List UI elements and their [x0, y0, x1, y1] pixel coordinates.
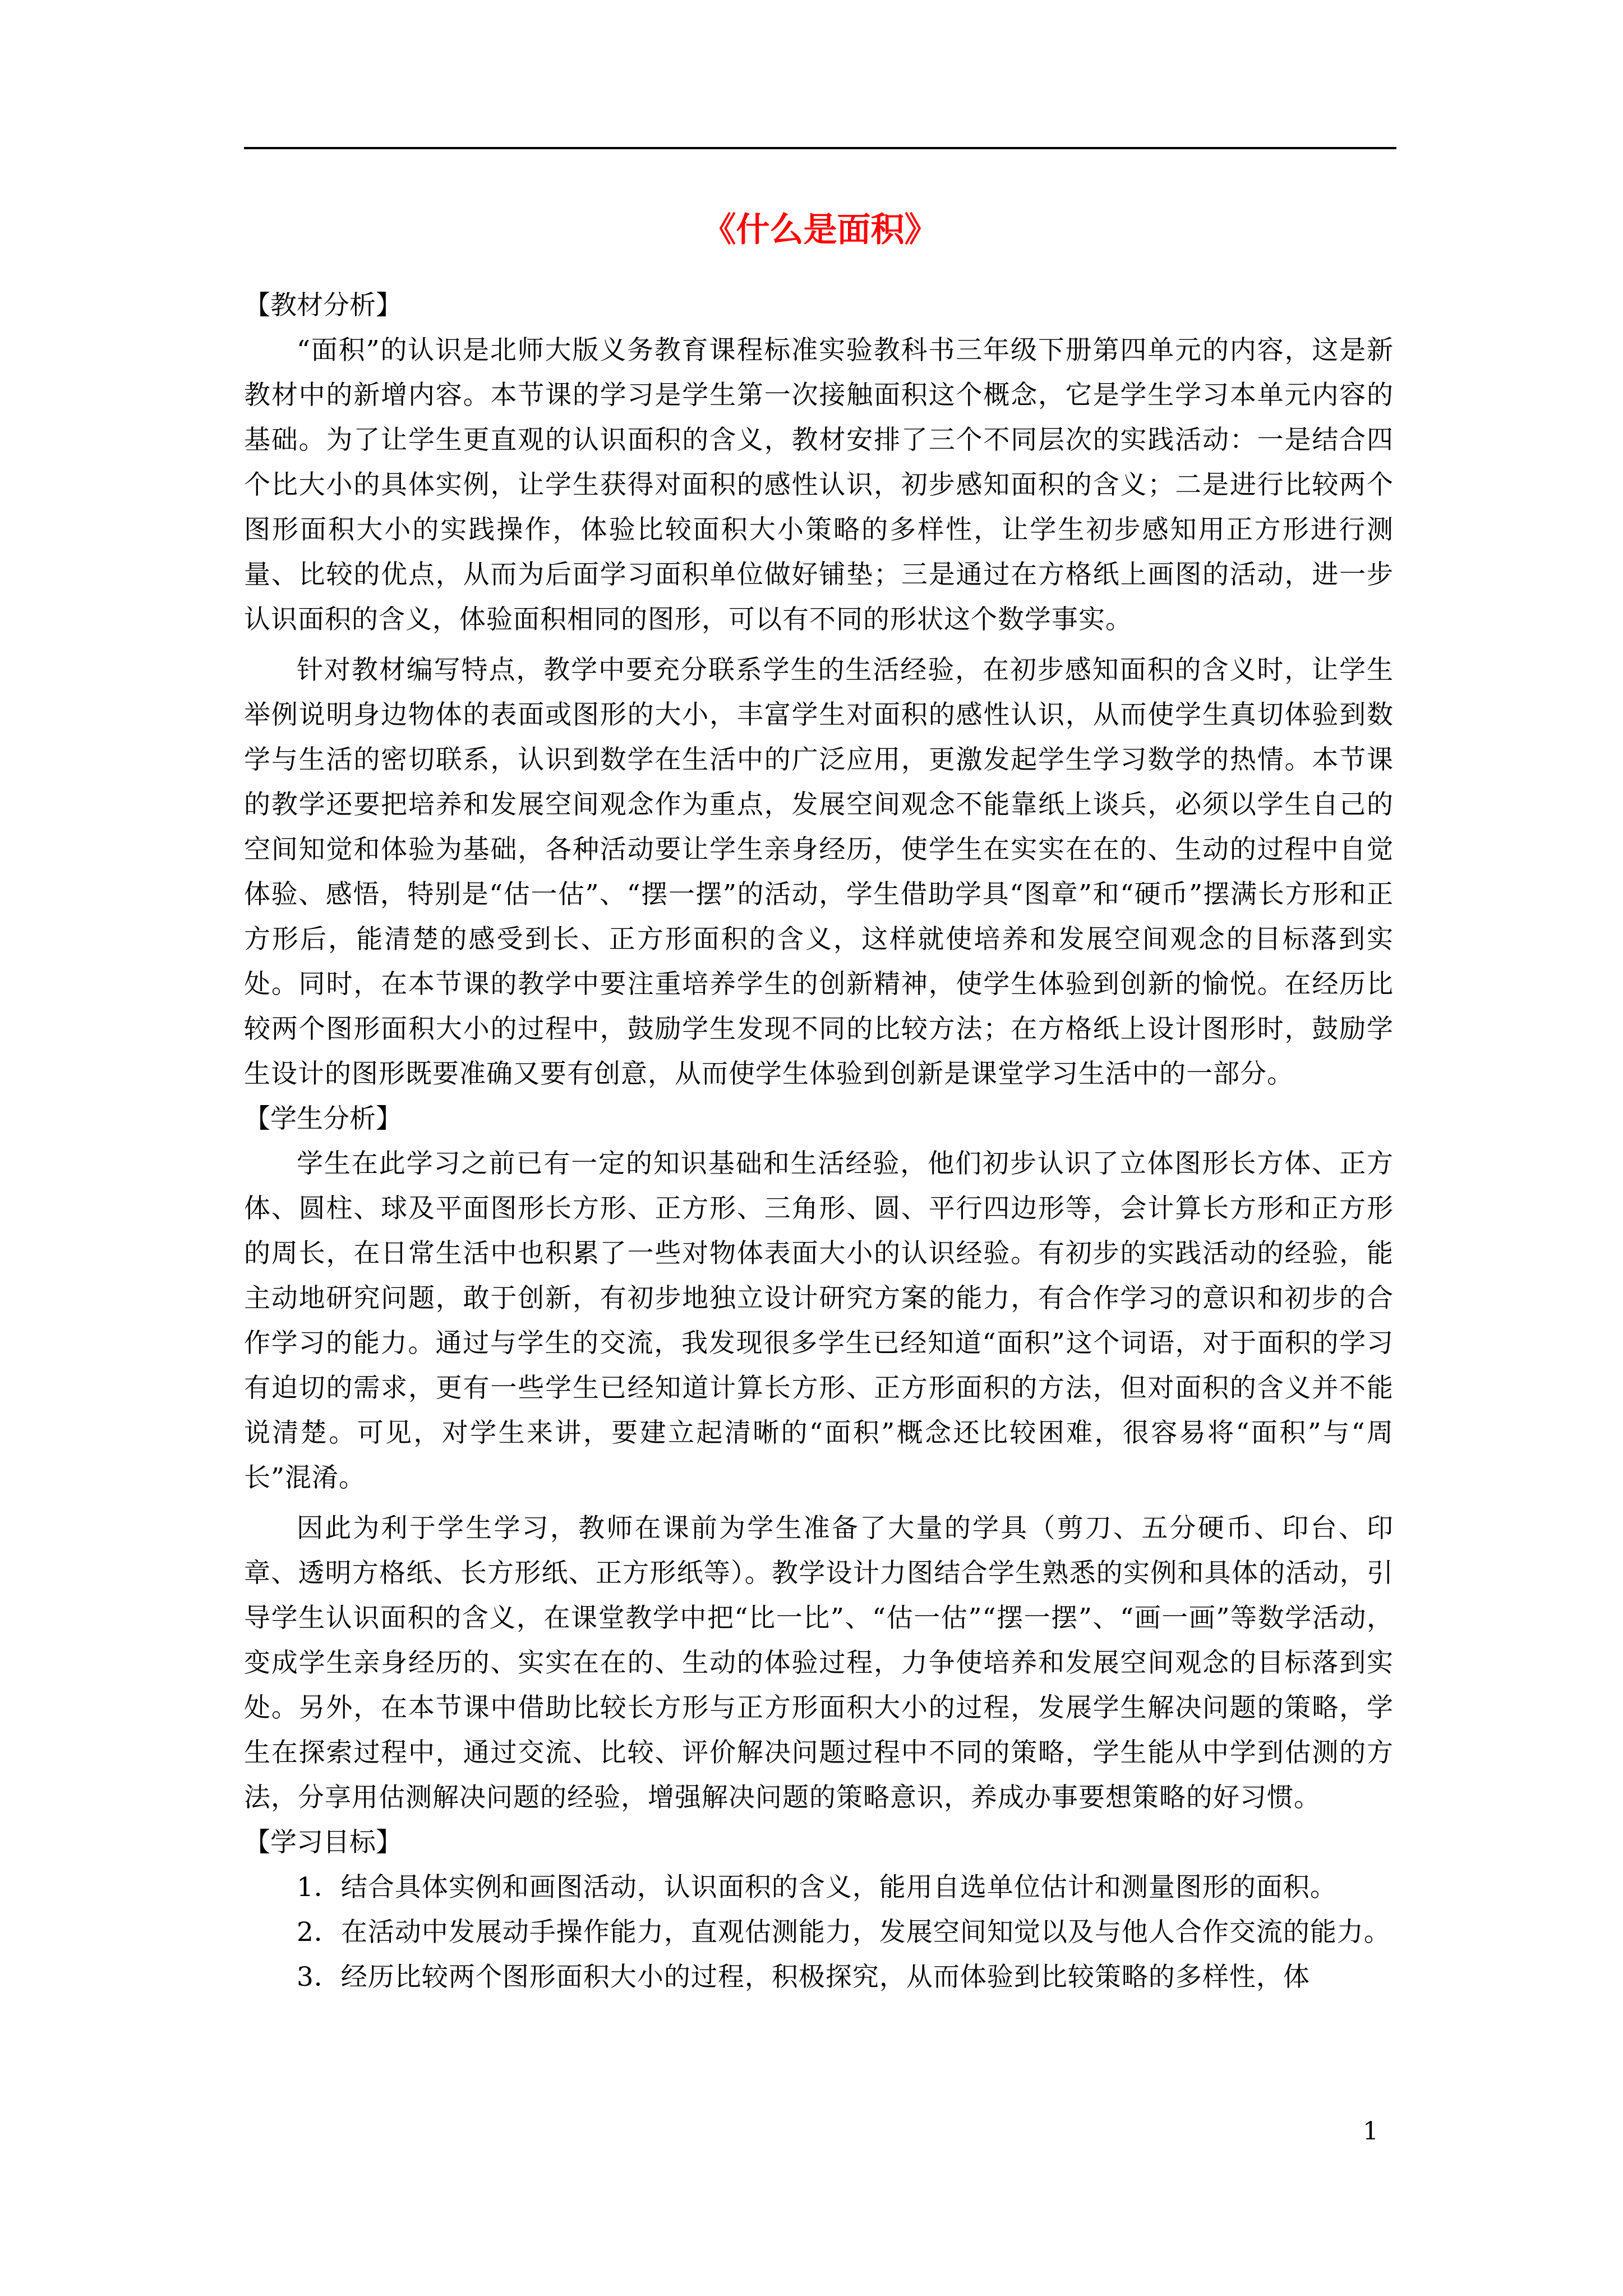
document-body	[244, 283, 1394, 2000]
paragraph: 针对教材编写特点，教学中要充分联系学生的生活经验，在初步感知面积的含义时，让学生举例说明身边物体的表面或图形的大小，丰富学生对面积的感性认识，从而使学生真切体验到数学与生活的密切联系，认识到数学在生活中的广泛应用，更激发起学生学习数学的热情。本节课的教学还要把培养和发展空间观念作为重点，发展空间观念不能靠纸上谈兵，必须以学生自己的空间知觉和体验为基础，各种活动要让学生亲身经历，使学生在实实在在的、生动的过程中自觉体验、感悟，特别是“估一估”、“摆一摆”的活动，学生借助学具“图章”和“硬币”摆满长方形和正方形后，能清楚的感受到长、正方形面积的含义，这样就使培养和发展空间观念的目标落到实处。同时，在本节课的教学中要注重培养学生的创新精神，使学生体验到创新的愉悦。在经历比较两个图形面积大小的过程中，鼓励学生发现不同的比较方法；在方格纸上设计图形时，鼓励学生设计的图形既要准确又要有创意，从而使学生体验到创新是课堂学习生活中的一部分。	[244, 655, 1394, 1089]
paragraph: 学生在此学习之前已有一定的知识基础和生活经验，他们初步认识了立体图形长方体、正方体、圆柱、球及平面图形长方形、正方形、三角形、圆、平行四边形等，会计算长方形和正方形的周长，在日常生活中也积累了一些对物体表面大小的认识经验。有初步的实践活动的经验，能主动地研究问题，敢于创新，有初步地独立设计研究方案的能力，有合作学习的意识和初步的合作学习的能力。通过与学生的交流，我发现很多学生已经知道“面积”这个词语，对于面积的学习有迫切的需求，更有一些学生已经知道计算长方形、正方形面积的方法，但对面积的含义并不能说清楚。可见，对学生来讲，要建立起清晰的“面积”概念还比较困难，很容易将“面积”与“周长”混淆。	[244, 1148, 1394, 1493]
objective-item: 3．经历比较两个图形面积大小的过程，积极探究，从而体验到比较策略的多样性，体	[297, 1962, 1310, 1993]
page-number: 1	[1363, 2117, 1378, 2146]
section-heading-textbook-analysis: 【教材分析】	[244, 290, 402, 321]
section-heading-learning-objectives: 【学习目标】	[244, 1827, 402, 1858]
objective-item: 2．在活动中发展动手操作能力，直观估测能力，发展空间知觉以及与他人合作交流的能力。	[297, 1917, 1391, 1948]
paragraph: 因此为利于学生学习，教师在课前为学生准备了大量的学具（剪刀、五分硬币、印台、印章、透明方格纸、长方形纸、正方形纸等）。教学设计力图结合学生熟悉的实例和具体的活动，引导学生认识面积的含义，在课堂教学中把“比一比”、“估一估”“摆一摆”、“画一画”等数学活动，变成学生亲身经历的、实实在在的、生动的体验过程，力争使培养和发展空间观念的目标落到实处。另外，在本节课中借助比较长方形与正方形面积大小的过程，发展学生解决问题的策略，学生在探索过程中，通过交流、比较、评价解决问题过程中不同的策略，学生能从中学到估测的方法，分享用估测解决问题的经验，增强解决问题的策略意识，养成办事要想策略的好习惯。	[244, 1513, 1394, 1813]
document-title: 《什么是面积》	[702, 210, 938, 250]
header-rule	[244, 147, 1396, 149]
section-heading-student-analysis: 【学生分析】	[244, 1103, 402, 1134]
objective-item: 1．结合具体实例和画图活动，认识面积的含义，能用自选单位估计和测量图形的面积。	[297, 1872, 1337, 1903]
paragraph: “面积”的认识是北师大版义务教育课程标准实验教科书三年级下册第四单元的内容，这是新教材中的新增内容。本节课的学习是学生第一次接触面积这个概念，它是学生学习本单元内容的基础。为了让学生更直观的认识面积的含义，教材安排了三个不同层次的实践活动：一是结合四个比大小的具体实例，让学生获得对面积的感性认识，初步感知面积的含义；二是进行比较两个图形面积大小的实践操作，体验比较面积大小策略的多样性，让学生初步感知用正方形进行测量、比较的优点，从而为后面学习面积单位做好铺垫；三是通过在方格纸上画图的活动，进一步认识面积的含义，体验面积相同的图形，可以有不同的形状这个数学事实。	[244, 335, 1394, 635]
